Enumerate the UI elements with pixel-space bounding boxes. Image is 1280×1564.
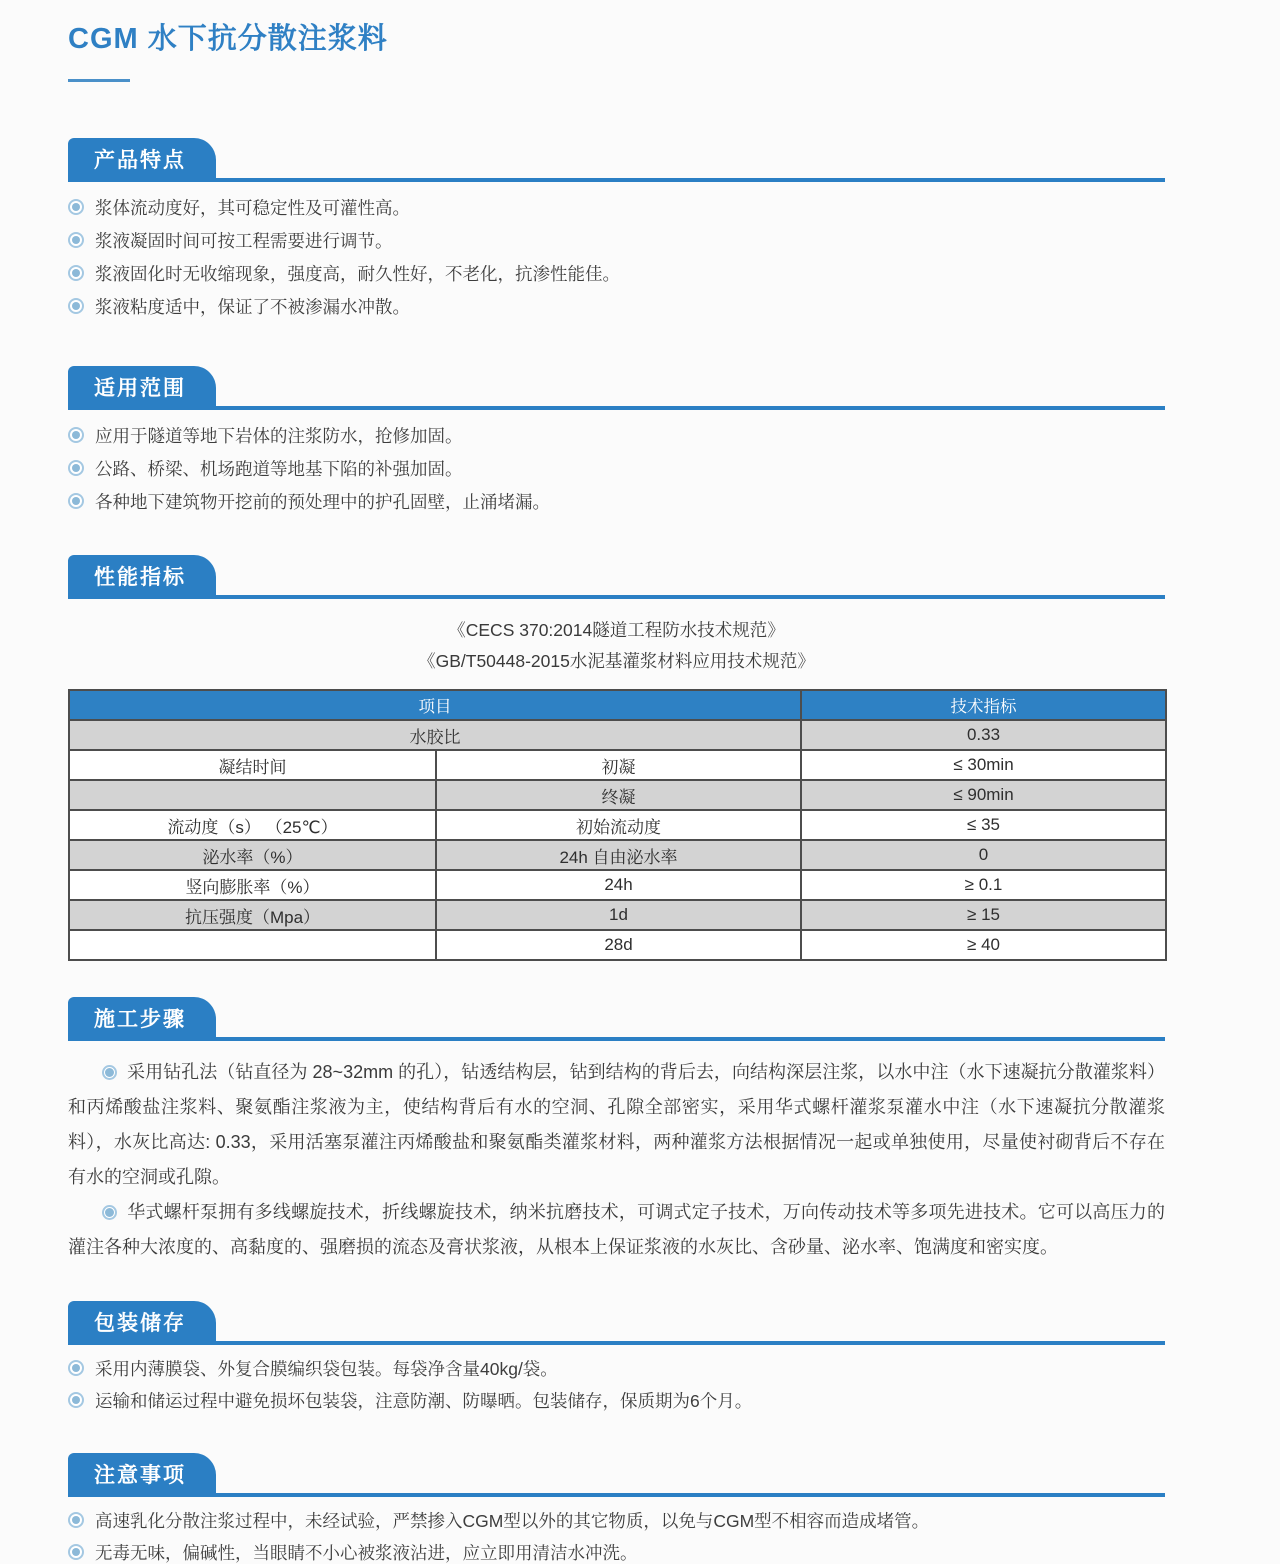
- ring-bullet-icon: [68, 199, 84, 215]
- cell-sub: 初始流动度: [436, 810, 801, 840]
- list-item: [68, 1391, 1165, 1412]
- standard-reference: 《CECS 370:2014隧道工程防水技术规范》: [448, 620, 785, 640]
- ring-bullet-icon: [68, 298, 84, 314]
- cell-sub: 1d: [436, 900, 801, 930]
- list-item-text: 采用内薄膜袋、外复合膜编织袋包装。每袋净含量40kg/袋。: [95, 1359, 558, 1379]
- paragraph-text: 华式螺杆泵拥有多线螺旋技术，折线螺旋技术，纳米抗磨技术，可调式定子技术，万向传动技术等多项先进技术。它可以高压力的灌注各种大浓度的、高黏度的、强磨损的流态及膏状浆液，从根本上保证浆液的水灰比、含砂量、泌水率、饱满度和密实度。: [68, 1202, 1165, 1257]
- list-item: [68, 264, 1165, 285]
- list-item-text: 公路、桥梁、机场跑道等地基下陷的补强加固。: [95, 459, 463, 479]
- table-row: [69, 750, 1166, 780]
- table-header-indicator: 技术指标: [801, 690, 1166, 720]
- cell-item: 泌水率（%）: [69, 840, 436, 870]
- cell-value: 0.33: [801, 720, 1166, 750]
- section-tab-performance: 性能指标: [68, 555, 216, 596]
- ring-bullet-icon: [68, 427, 84, 443]
- table-row: [69, 840, 1166, 870]
- list-item-text: 高速乳化分散注浆过程中，未经试验，严禁掺入CGM型以外的其它物质，以免与CGM型不相容而造成堵管。: [95, 1511, 930, 1531]
- list-item-text: 浆液凝固时间可按工程需要进行调节。: [95, 231, 393, 251]
- table-row: [69, 900, 1166, 930]
- ring-bullet-icon: [68, 1512, 84, 1528]
- ring-bullet-icon: [102, 1205, 117, 1220]
- packaging-list: [68, 1359, 1165, 1412]
- table-row: [69, 780, 1166, 810]
- list-item: [68, 459, 1165, 480]
- construction-paragraph: [68, 1055, 1165, 1195]
- table-row: [69, 930, 1166, 960]
- list-item-text: 浆液粘度适中，保证了不被渗漏水冲散。: [95, 297, 410, 317]
- ring-bullet-icon: [68, 460, 84, 476]
- list-item: [68, 198, 1165, 219]
- construction-paragraphs: [68, 1055, 1165, 1265]
- cell-value: ≥ 40: [801, 930, 1166, 960]
- list-item: [68, 1543, 1165, 1564]
- cell-item: [69, 930, 436, 960]
- cell-item: 凝结时间: [69, 750, 436, 780]
- cell-sub: 初凝: [436, 750, 801, 780]
- ring-bullet-icon: [68, 493, 84, 509]
- paragraph-text: 采用钻孔法（钻直径为 28~32mm 的孔），钻透结构层，钻到结构的背后去，向结构深层注浆，以水中注（水下速凝抗分散灌浆料）和丙烯酸盐注浆料、聚氨酯注浆液为主，使结构背后有水的空洞、孔隙全部密实，采用华式螺杆灌浆泵灌水中注（水下速凝抗分散灌浆料），水灰比高达: 0.33，采用活塞泵灌注丙烯酸盐和聚氨酯类灌浆材料，两种灌浆方法根据情况一起或单独使用，尽量使衬砌背后不存在有水的空洞或孔隙。: [68, 1062, 1165, 1187]
- list-item: [68, 1511, 1165, 1532]
- precautions-list: [68, 1511, 1165, 1564]
- page-title: CGM 水下抗分散注浆料: [68, 23, 388, 55]
- list-item-text: 浆液固化时无收缩现象，强度高，耐久性好，不老化，抗渗性能佳。: [95, 264, 620, 284]
- scope-list: [68, 426, 1165, 513]
- standards-references: [68, 615, 1165, 677]
- cell-value: 0: [801, 840, 1166, 870]
- table-header-item: 项目: [69, 690, 801, 720]
- list-item-text: 应用于隧道等地下岩体的注浆防水，抢修加固。: [95, 426, 463, 446]
- ring-bullet-icon: [68, 1544, 84, 1560]
- performance-table: [68, 689, 1167, 961]
- section-tab-precautions: 注意事项: [68, 1453, 216, 1494]
- ring-bullet-icon: [68, 1392, 84, 1408]
- table-header-row: [69, 690, 1166, 720]
- ring-bullet-icon: [68, 232, 84, 248]
- section-header-construction: [68, 997, 1165, 1041]
- cell-item: 流动度（s） （25℃）: [69, 810, 436, 840]
- list-item-text: 浆体流动度好，其可稳定性及可灌性高。: [95, 198, 410, 218]
- cell-item: 抗压强度（Mpa）: [69, 900, 436, 930]
- list-item-text: 无毒无味，偏碱性，当眼睛不小心被浆液沾进，应立即用清洁水冲洗。: [95, 1543, 638, 1563]
- cell-value: ≤ 35: [801, 810, 1166, 840]
- cell-value: ≤ 90min: [801, 780, 1166, 810]
- construction-paragraph: [68, 1195, 1165, 1265]
- list-item: [68, 231, 1165, 252]
- list-item: [68, 1359, 1165, 1380]
- ring-bullet-icon: [102, 1065, 117, 1080]
- section-header-packaging: [68, 1301, 1165, 1345]
- list-item-text: 运输和储运过程中避免损坏包装袋，注意防潮、防曝晒。包装储存，保质期为6个月。: [95, 1391, 753, 1411]
- table-row: [69, 810, 1166, 840]
- section-header-scope: [68, 366, 1165, 410]
- list-item-text: 各种地下建筑物开挖前的预处理中的护孔固壁，止涌堵漏。: [95, 492, 550, 512]
- ring-bullet-icon: [68, 265, 84, 281]
- cell-sub: 28d: [436, 930, 801, 960]
- cell-value: ≥ 15: [801, 900, 1166, 930]
- cell-item: 水胶比: [69, 720, 801, 750]
- cell-value: ≥ 0.1: [801, 870, 1166, 900]
- cell-value: ≤ 30min: [801, 750, 1166, 780]
- cell-item: 竖向膨胀率（%）: [69, 870, 436, 900]
- cell-item: [69, 780, 436, 810]
- cell-sub: 终凝: [436, 780, 801, 810]
- section-tab-construction: 施工步骤: [68, 997, 216, 1038]
- section-tab-scope: 适用范围: [68, 366, 216, 407]
- table-row: [69, 720, 1166, 750]
- section-header-features: [68, 138, 1165, 182]
- section-header-performance: [68, 555, 1165, 599]
- list-item: [68, 297, 1165, 318]
- section-header-precautions: [68, 1453, 1165, 1497]
- ring-bullet-icon: [68, 1360, 84, 1376]
- standard-reference: 《GB/T50448-2015水泥基灌浆材料应用技术规范》: [418, 651, 815, 671]
- features-list: [68, 198, 1165, 318]
- cell-sub: 24h 自由泌水率: [436, 840, 801, 870]
- section-tab-packaging: 包装储存: [68, 1301, 216, 1342]
- cell-sub: 24h: [436, 870, 801, 900]
- list-item: [68, 492, 1165, 513]
- table-row: [69, 870, 1166, 900]
- section-tab-features: 产品特点: [68, 138, 216, 179]
- list-item: [68, 426, 1165, 447]
